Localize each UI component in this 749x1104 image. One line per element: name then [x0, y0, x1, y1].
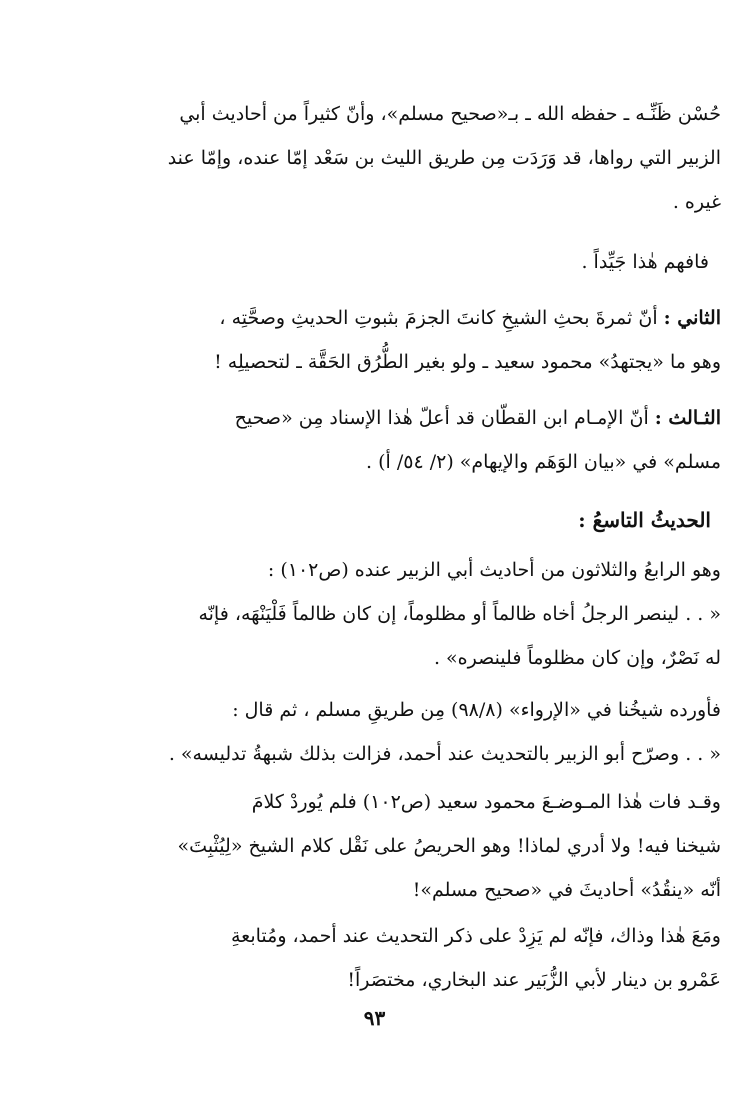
section-heading: الحديثُ التاسعُ : [578, 508, 711, 532]
paragraph-5 [36, 548, 721, 680]
text-line: « . . وصرّح أبو الزبير بالتحديث عند أحمد، فزالت بذلك شبهةُ تدليسه» . [168, 743, 721, 765]
text-line: ومَعَ هٰذا وذاك، فإنّه لم يَزِدْ على ذكر التحديث عند أحمد، ومُتابعةِ [230, 925, 721, 947]
text-line: « . . لينصر الرجلُ أخاه ظالماً أو مظلوماً، إن كان ظالماً فَلْيَنْهَه، فإنّه [198, 603, 721, 625]
text-line: وهو ما «يجتهدُ» محمود سعيد ـ ولو بغير الطُّرُق الحَقَّة ـ لتحصيلِه ! [214, 351, 721, 373]
text-line: حُسْن ظَنِّـه ـ حفظه الله ـ بـ«صحيح مسلم»، وأنّ كثيراً من أحاديث أبي [179, 103, 721, 125]
text-line: الزبير التي رواها، قد وَرَدَت مِن طريق الليث بن سَعْد إمّا عنده، وإمّا عند [167, 147, 721, 169]
point-label: الثـالث : [654, 407, 721, 429]
text-line: مسلم» في «بيان الوَهَم والإيهام» (٢/ ٥٤/ أ) . [366, 451, 721, 473]
text-line: وقـد فات هٰذا المـوضـعَ محمود سعيد (ص١٠٢) فلم يُوردْ كلامَ [251, 791, 721, 813]
text-line: له نَصْرٌ، وإن كان مظلوماً فلينصره» . [433, 647, 721, 669]
paragraph-8 [36, 914, 721, 1002]
text-run: أنّ الإمـام ابن القطّان قد أعلّ هٰذا الإسناد مِن «صحيح [234, 407, 655, 429]
paragraph-2 [24, 240, 709, 284]
text-line: فأورده شيخُنا في «الإرواء» (٩٨/٨) مِن طريقِ مسلم ، ثم قال : [232, 699, 721, 721]
text-line: أنّه «ينقُدُ» أحاديثَ في «صحيح مسلم»! [412, 879, 721, 901]
paragraph-1 [36, 92, 721, 224]
text-line: غيره . [672, 191, 721, 213]
text-line: وهو الرابعُ والثلاثون من أحاديث أبي الزبير عنده (ص١٠٢) : [267, 559, 721, 581]
point-label: الثاني : [663, 307, 721, 329]
text-line: فافهم هٰذا جَيِّداً . [581, 251, 709, 273]
text-line: عَمْرو بن دينار لأبي الزُّبَير عند البخاري، مختصَراً! [347, 969, 721, 991]
text-run: أنّ ثمرةَ بحثِ الشيخِ كانتَ الجزمَ بثبوتِ الحديثِ وصحَّتِه ، [219, 307, 664, 329]
text-line [36, 296, 721, 340]
page-number: ٩٣ [363, 1006, 386, 1030]
paragraph-6 [36, 688, 721, 776]
text-line [36, 396, 721, 440]
paragraph-7 [36, 780, 721, 912]
paragraph-4 [36, 396, 721, 484]
text-line: شيخنا فيه! ولا أدري لماذا! وهو الحريصُ على نَقْل كلام الشيخ «لِيُثْبِتَ» [177, 835, 721, 857]
paragraph-3 [36, 296, 721, 384]
